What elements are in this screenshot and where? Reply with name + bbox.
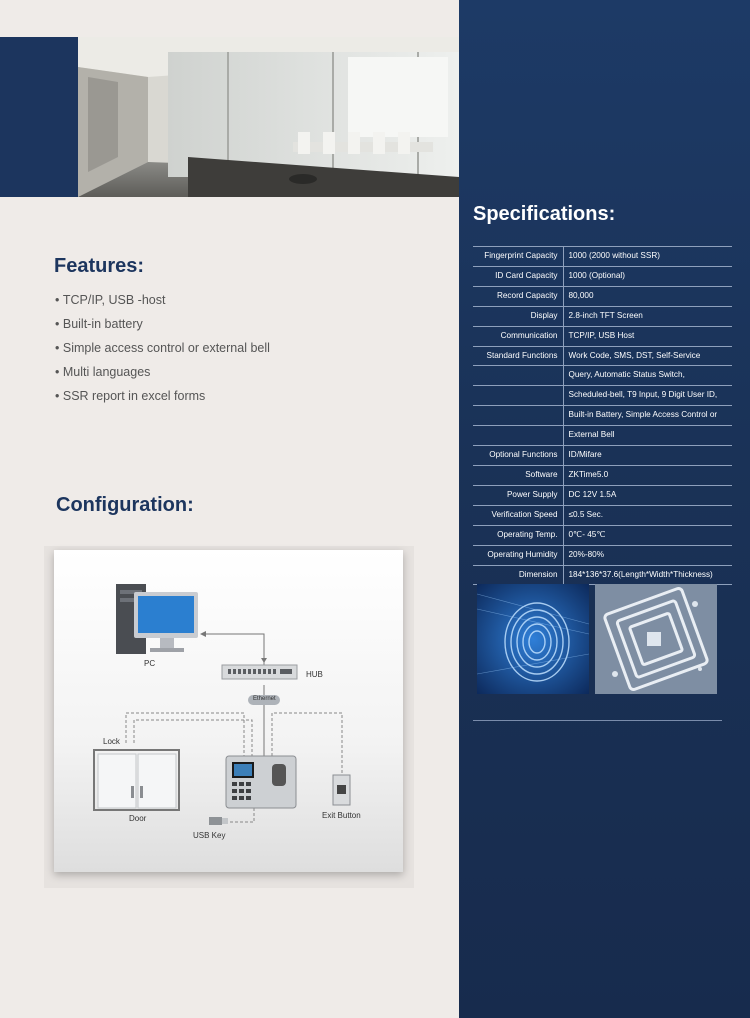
spec-key: Fingerprint Capacity [473,247,563,267]
list-item: • SSR report in excel forms [55,388,270,412]
features-list [55,292,270,412]
spec-value: Built-in Battery, Simple Access Control or [568,410,718,420]
door-label: Door [129,814,147,823]
spec-value: Work Code, SMS, DST, Self-Service [568,350,701,360]
lock-label: Lock [103,737,120,746]
table-row [473,266,732,286]
hub-label: HUB [306,670,323,679]
table-row [473,406,732,426]
spec-key [473,406,563,426]
spec-value: 0℃- 45℃ [568,529,606,539]
spec-value: ≤0.5 Sec. [568,509,604,519]
spec-key: Verification Speed [473,505,563,525]
table-row [473,465,732,485]
table-row [473,505,732,525]
rfid-image [595,584,717,694]
pc-label: PC [144,659,156,668]
list-item: • Multi languages [55,364,270,388]
table-row [473,565,732,585]
table-row [473,286,732,306]
divider [473,720,722,721]
usb-key-label: USB Key [193,831,226,840]
spec-key: Operating Temp. [473,525,563,545]
table-row [473,306,732,326]
spec-key: ID Card Capacity [473,266,563,286]
configuration-title: Configuration: [56,494,194,516]
configuration-diagram [54,550,403,872]
spec-value: Scheduled-bell, T9 Input, 9 Digit User ID, [568,390,718,400]
table-row [473,247,732,267]
spec-key: Communication [473,326,563,346]
spec-key: Dimension [473,565,563,585]
specifications-table [473,246,732,585]
spec-key [473,386,563,406]
list-item: • TCP/IP, USB -host [55,292,270,316]
spec-value: DC 12V 1.5A [568,489,617,499]
table-row [473,545,732,565]
spec-value: 184*136*37.6(Length*Width*Thickness) [568,569,713,579]
features-title: Features: [54,255,145,277]
list-item: • Built-in battery [55,316,270,340]
spec-key: Record Capacity [473,286,563,306]
list-item: • Simple access control or external bell [55,340,270,364]
spec-value: 1000 (2000 without SSR) [568,251,660,260]
spec-value: ZKTime5.0 [568,469,609,479]
table-row [473,366,732,386]
fingerprint-image [477,584,589,694]
exit-button-label: Exit Button [322,811,361,820]
table-row [473,326,732,346]
table-row [473,485,732,505]
spec-value: ID/Mifare [568,450,602,460]
table-row [473,386,732,406]
spec-key [473,426,563,446]
spec-key: Display [473,306,563,326]
table-row [473,446,732,466]
table-row [473,346,732,366]
spec-key: Optional Functions [473,446,563,466]
table-row [473,525,732,545]
table-row [473,426,732,446]
office-photo [78,37,459,197]
spec-value: 2.8-inch TFT Screen [568,310,643,320]
specifications-title: Specifications: [473,203,616,225]
spec-value: 1000 (Optional) [568,270,625,280]
spec-value: TCP/IP, USB Host [568,330,635,340]
spec-value: Query, Automatic Status Switch, [568,370,685,380]
ethernet-label: Ethernet [253,696,276,702]
spec-value: 20%-80% [568,549,605,559]
spec-key [473,366,563,386]
spec-key: Software [473,465,563,485]
spec-value: External Bell [568,430,615,440]
spec-value: 80,000 [568,290,594,300]
spec-key: Operating Humidity [473,545,563,565]
spec-key: Power Supply [473,485,563,505]
spec-key: Standard Functions [473,346,563,366]
